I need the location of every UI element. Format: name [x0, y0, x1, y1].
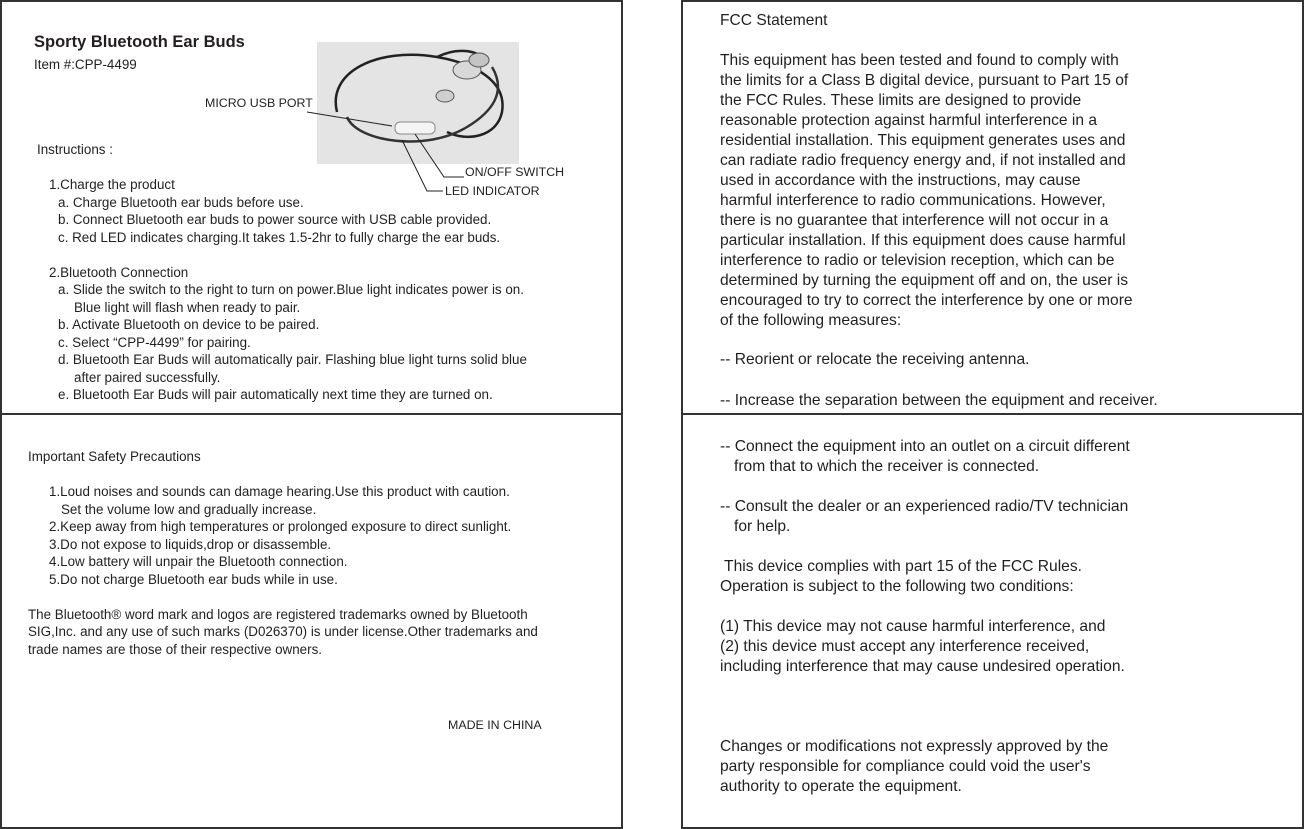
- fcc-changes-1: Changes or modifications not expressly approved by the: [720, 738, 1109, 755]
- bt-step-a-cont: Blue light will flash when ready to pair.: [74, 300, 301, 315]
- fcc-p1-line: used in accordance with the instructions, may cause: [720, 172, 1081, 189]
- bt-step-c: c. Select “CPP-4499” for pairing.: [58, 335, 251, 350]
- fcc-p1-line: residential installation. This equipment generates uses and: [720, 132, 1126, 149]
- charge-step-a: a. Charge Bluetooth ear buds before use.: [58, 195, 304, 210]
- fcc-p1-line: particular installation. If this equipment does cause harmful: [720, 232, 1126, 249]
- fcc-p1-line: reasonable protection against harmful interference in a: [720, 112, 1098, 129]
- fcc-p1-line: the FCC Rules. These limits are designed to provide: [720, 92, 1082, 109]
- charge-title: 1.Charge the product: [49, 177, 175, 192]
- fcc-condition-2: (2) this device must accept any interference received,: [720, 638, 1090, 655]
- fcc-heading: FCC Statement: [720, 12, 828, 29]
- safety-item-2: 2.Keep away from high temperatures or prolonged exposure to direct sunlight.: [49, 519, 512, 534]
- fcc-p1-line: determined by turning the equipment off and on, the user is: [720, 272, 1129, 289]
- bt-step-a: a. Slide the switch to the right to turn on power.Blue light indicates power is on.: [58, 282, 524, 297]
- bt-step-d-cont: after paired successfully.: [74, 370, 221, 385]
- safety-item-1: 1.Loud noises and sounds can damage hearing.Use this product with caution.: [49, 484, 510, 499]
- fcc-measure-4: -- Consult the dealer or an experienced radio/TV technician: [720, 498, 1129, 515]
- onoff-switch-label: ON/OFF SWITCH: [465, 165, 565, 179]
- charge-step-c: c. Red LED indicates charging.It takes 1.5-2hr to fully charge the ear buds.: [58, 230, 501, 245]
- fcc-changes-2: party responsible for compliance could void the user's: [720, 758, 1091, 775]
- item-number: Item #:CPP-4499: [34, 57, 137, 72]
- fcc-p1-line: harmful interference to radio communications. However,: [720, 192, 1106, 209]
- fcc-p1-line: the limits for a Class B digital device, pursuant to Part 15 of: [720, 72, 1129, 89]
- right-panel: [681, 0, 1304, 829]
- bt-step-e: e. Bluetooth Ear Buds will pair automatically next time they are turned on.: [58, 387, 493, 402]
- safety-item-3: 3.Do not expose to liquids,drop or disassemble.: [49, 537, 332, 552]
- fcc-measure-3-cont: from that to which the receiver is connected.: [734, 458, 1040, 475]
- instructions-heading: Instructions :: [37, 142, 113, 157]
- fcc-p1-line: encouraged to try to correct the interference by one or more: [720, 292, 1133, 309]
- fcc-compliance-2: Operation is subject to the following two conditions:: [720, 578, 1074, 595]
- fcc-measure-2: -- Increase the separation between the equipment and receiver.: [720, 392, 1158, 409]
- trademark-line-3: trade names are those of their respective owners.: [28, 642, 322, 657]
- safety-heading: Important Safety Precautions: [28, 449, 201, 464]
- safety-item-4: 4.Low battery will unpair the Bluetooth connection.: [49, 554, 348, 569]
- led-indicator-label: LED INDICATOR: [445, 184, 540, 198]
- fcc-changes-3: authority to operate the equipment.: [720, 778, 962, 795]
- product-title: Sporty Bluetooth Ear Buds: [34, 33, 245, 51]
- charge-step-b: b. Connect Bluetooth ear buds to power source with USB cable provided.: [58, 212, 492, 227]
- fcc-p1-line: interference to radio or television reception, which can be: [720, 252, 1115, 269]
- fcc-compliance-1: This device complies with part 15 of the FCC Rules.: [720, 558, 1082, 575]
- fcc-measure-1: -- Reorient or relocate the receiving antenna.: [720, 351, 1030, 368]
- trademark-line-1: The Bluetooth® word mark and logos are registered trademarks owned by Bluetooth: [28, 607, 528, 622]
- trademark-line-2: SIG,Inc. and any use of such marks (D026370) is under license.Other trademarks and: [28, 624, 538, 639]
- made-in-china: MADE IN CHINA: [448, 718, 542, 732]
- micro-usb-label: MICRO USB PORT: [205, 96, 313, 110]
- fcc-p1-line: of the following measures:: [720, 312, 902, 329]
- bt-step-b: b. Activate Bluetooth on device to be paired.: [58, 317, 320, 332]
- fcc-p1-line: This equipment has been tested and found to comply with: [720, 52, 1119, 69]
- fcc-measure-4-cont: for help.: [734, 518, 791, 535]
- fcc-p1-line: there is no guarantee that interference will not occur in a: [720, 212, 1109, 229]
- bluetooth-title: 2.Bluetooth Connection: [49, 265, 189, 280]
- fcc-condition-1: (1) This device may not cause harmful interference, and: [720, 618, 1106, 635]
- panel-divider: [683, 413, 1302, 415]
- safety-item-1-cont: Set the volume low and gradually increase.: [61, 502, 317, 517]
- fcc-p1-line: can radiate radio frequency energy and, if not installed and: [720, 152, 1126, 169]
- fcc-measure-3: -- Connect the equipment into an outlet on a circuit different: [720, 438, 1130, 455]
- safety-item-5: 5.Do not charge Bluetooth ear buds while in use.: [49, 572, 338, 587]
- bt-step-d: d. Bluetooth Ear Buds will automatically pair. Flashing blue light turns solid blue: [58, 352, 527, 367]
- fcc-condition-2-cont: including interference that may cause undesired operation.: [720, 658, 1125, 675]
- left-panel: [0, 0, 623, 829]
